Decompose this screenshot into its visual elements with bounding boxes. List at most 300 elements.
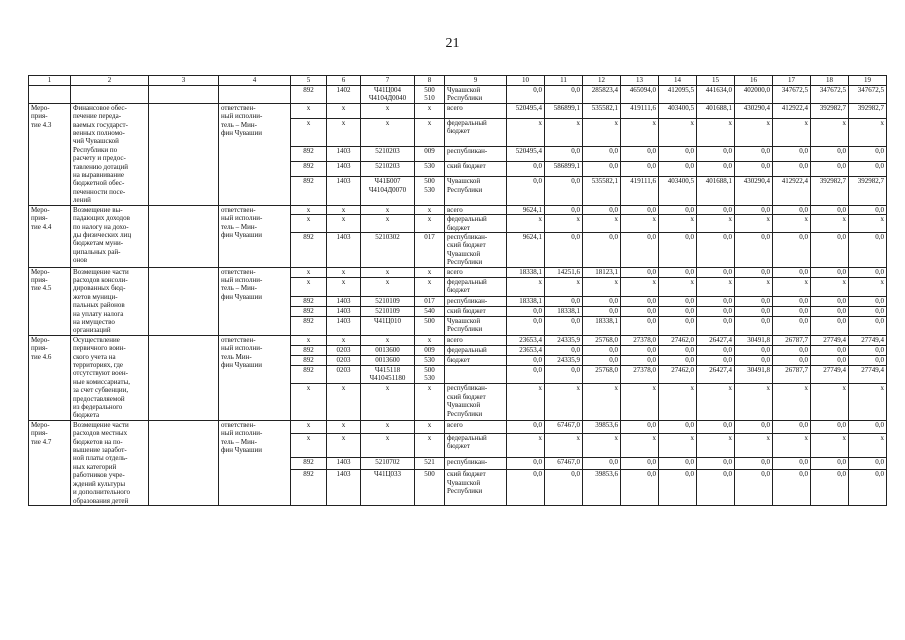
header-cell: 3 <box>149 76 219 86</box>
amount-cell: 0,0 <box>659 306 697 316</box>
amount-cell: 0,0 <box>811 306 849 316</box>
amount-cell: 347672,5 <box>773 86 811 104</box>
amount-cell: 0,0 <box>735 267 773 277</box>
source-cell: федеральный бюджет <box>445 215 507 233</box>
code-cell: х <box>361 420 415 433</box>
code-cell: 500 <box>415 316 445 335</box>
code-cell: х <box>327 205 361 214</box>
code-cell: 530 <box>415 162 445 177</box>
amount-cell: х <box>697 277 735 296</box>
code-cell: х <box>361 277 415 296</box>
amount-cell: 535582,1 <box>583 177 621 205</box>
amount-cell: х <box>659 118 697 146</box>
amount-cell: 0,0 <box>621 147 659 162</box>
amount-cell: 0,0 <box>849 147 887 162</box>
amount-cell: 0,0 <box>849 470 887 506</box>
header-cell: 7 <box>361 76 415 86</box>
amount-cell: х <box>545 384 583 421</box>
amount-cell: 18338,1 <box>507 267 545 277</box>
code-cell: х <box>291 118 327 146</box>
amount-cell: 0,0 <box>507 355 545 365</box>
header-cell: 5 <box>291 76 327 86</box>
col3-cell <box>149 86 219 104</box>
amount-cell: х <box>507 384 545 421</box>
code-cell: 1403 <box>327 306 361 316</box>
source-cell: всего <box>445 420 507 433</box>
source-cell: всего <box>445 267 507 277</box>
col4-cell <box>219 86 291 104</box>
amount-cell: 0,0 <box>773 232 811 267</box>
header-cell: 6 <box>327 76 361 86</box>
amount-cell: 18338,1 <box>583 316 621 335</box>
code-cell: х <box>327 335 361 345</box>
header-cell: 19 <box>849 76 887 86</box>
amount-cell: 18338,1 <box>545 306 583 316</box>
amount-cell: 0,0 <box>697 355 735 365</box>
amount-cell: х <box>659 384 697 421</box>
source-cell: федеральный <box>445 345 507 355</box>
amount-cell: 0,0 <box>621 316 659 335</box>
amount-cell: 0,0 <box>735 457 773 470</box>
code-cell: 0203 <box>327 365 361 384</box>
amount-cell: х <box>507 277 545 296</box>
amount-cell: 0,0 <box>849 205 887 214</box>
amount-cell: 0,0 <box>659 205 697 214</box>
source-cell <box>445 365 507 384</box>
amount-cell: 0,0 <box>545 296 583 306</box>
code-cell: 892 <box>291 306 327 316</box>
code-cell: 500 <box>415 470 445 506</box>
amount-cell: 0,0 <box>811 420 849 433</box>
page-number: 21 <box>445 36 460 51</box>
amount-cell: х <box>545 433 583 457</box>
amount-cell: х <box>773 433 811 457</box>
code-cell: 892 <box>291 296 327 306</box>
amount-cell: 0,0 <box>621 306 659 316</box>
amount-cell: 0,0 <box>697 296 735 306</box>
code-cell: 892 <box>291 232 327 267</box>
amount-cell: 0,0 <box>811 470 849 506</box>
amount-cell: х <box>697 433 735 457</box>
amount-cell: 0,0 <box>735 355 773 365</box>
amount-cell: х <box>773 118 811 146</box>
amount-cell: 586899,1 <box>545 103 583 118</box>
amount-cell: 23653,4 <box>507 345 545 355</box>
amount-cell: 27378,0 <box>621 365 659 384</box>
source-cell: всего <box>445 103 507 118</box>
amount-cell: 0,0 <box>659 232 697 267</box>
amount-cell: 0,0 <box>583 457 621 470</box>
amount-cell: 0,0 <box>507 177 545 205</box>
responsible-executor: ответствен- ный исполни- тель – Мин- фин Чувашии <box>219 103 291 205</box>
amount-cell: х <box>583 433 621 457</box>
code-cell: х <box>415 420 445 433</box>
amount-cell: 0,0 <box>849 162 887 177</box>
amount-cell: 0,0 <box>545 177 583 205</box>
code-cell: х <box>415 215 445 233</box>
code-cell: 1403 <box>327 296 361 306</box>
amount-cell: 0,0 <box>583 232 621 267</box>
amount-cell: 0,0 <box>659 162 697 177</box>
amount-cell: 26787,7 <box>773 335 811 345</box>
amount-cell: 0,0 <box>811 316 849 335</box>
code-cell: 892 <box>291 162 327 177</box>
amount-cell: 0,0 <box>849 355 887 365</box>
amount-cell: х <box>773 277 811 296</box>
measure-description: Осуществление первичного воин- ского учета на территориях, где отсутствуют воен- ные комиссариаты, за счет субвенции, предоставляемой из федерального бюджета <box>71 335 149 420</box>
amount-cell: 0,0 <box>773 205 811 214</box>
amount-cell: 0,0 <box>735 147 773 162</box>
header-cell: 14 <box>659 76 697 86</box>
amount-cell: 430290,4 <box>735 177 773 205</box>
code-cell: 1403 <box>327 316 361 335</box>
amount-cell: 0,0 <box>773 420 811 433</box>
amount-cell: 0,0 <box>811 147 849 162</box>
code-cell: х <box>361 205 415 214</box>
amount-cell: 0,0 <box>811 457 849 470</box>
amount-cell: 0,0 <box>659 147 697 162</box>
code-cell: 892 <box>291 457 327 470</box>
amount-cell: 25768,0 <box>583 335 621 345</box>
amount-cell: 14251,6 <box>545 267 583 277</box>
code-cell: 009 <box>415 147 445 162</box>
amount-cell: 465094,0 <box>621 86 659 104</box>
code-cell: 1403 <box>327 147 361 162</box>
amount-cell: х <box>583 118 621 146</box>
amount-cell: х <box>621 118 659 146</box>
amount-cell: 27749,4 <box>811 335 849 345</box>
measure-label: Меро- прия- тие 4.5 <box>29 267 71 335</box>
code-cell: 0203 <box>327 355 361 365</box>
amount-cell: 412922,4 <box>773 103 811 118</box>
amount-cell: 26427,4 <box>697 365 735 384</box>
code-cell: 892 <box>291 86 327 104</box>
code-cell: 892 <box>291 177 327 205</box>
amount-cell: 0,0 <box>697 147 735 162</box>
col1-cell <box>29 86 71 104</box>
table-row <box>29 420 887 433</box>
amount-cell: х <box>583 215 621 233</box>
code-cell: х <box>415 118 445 146</box>
code-cell: х <box>291 384 327 421</box>
amount-cell: 24335,9 <box>545 335 583 345</box>
amount-cell: х <box>507 215 545 233</box>
amount-cell: 401688,1 <box>697 103 735 118</box>
amount-cell: х <box>697 118 735 146</box>
amount-cell: 0,0 <box>659 470 697 506</box>
table-row <box>29 335 887 345</box>
amount-cell: х <box>621 277 659 296</box>
code-cell: 017 <box>415 296 445 306</box>
code-cell: 892 <box>291 470 327 506</box>
amount-cell: 0,0 <box>735 470 773 506</box>
code-cell: х <box>361 103 415 118</box>
amount-cell: 0,0 <box>697 267 735 277</box>
amount-cell: 0,0 <box>849 296 887 306</box>
amount-cell: х <box>697 384 735 421</box>
responsible-executor: ответствен- ный исполни- тель Мин- фин Чувашии <box>219 335 291 420</box>
source-cell: бюджет <box>445 355 507 365</box>
amount-cell: 27462,0 <box>659 335 697 345</box>
amount-cell: 67467,0 <box>545 420 583 433</box>
code-cell: 009 <box>415 345 445 355</box>
amount-cell: 0,0 <box>735 420 773 433</box>
amount-cell: 39853,6 <box>583 420 621 433</box>
amount-cell: 0,0 <box>697 232 735 267</box>
code-cell: х <box>291 420 327 433</box>
amount-cell: 0,0 <box>697 306 735 316</box>
table-row <box>29 267 887 277</box>
code-cell: 0013600 <box>361 345 415 355</box>
code-cell: Ч41Ц004 Ч4104Д0040 <box>361 86 415 104</box>
amount-cell: 0,0 <box>583 355 621 365</box>
source-cell: ский бюджет <box>445 162 507 177</box>
source-cell: республикан- ский бюджет Чувашской Республики <box>445 384 507 421</box>
code-cell: 521 <box>415 457 445 470</box>
measure-col3 <box>149 103 219 205</box>
source-cell: федеральный бюджет <box>445 118 507 146</box>
table-row <box>29 86 887 104</box>
amount-cell: х <box>773 215 811 233</box>
amount-cell: 0,0 <box>849 232 887 267</box>
header-cell: 11 <box>545 76 583 86</box>
code-cell: х <box>415 103 445 118</box>
measure-description: Возмещение части расходов местных бюджетов на по- вышение заработ- ной платы отдель- ных категорий работников учре- ждений культуры и дополнительного образования детей <box>71 420 149 505</box>
code-cell: 1403 <box>327 177 361 205</box>
budget-table <box>28 75 887 506</box>
amount-cell: х <box>849 433 887 457</box>
code-cell: х <box>291 335 327 345</box>
amount-cell: х <box>735 433 773 457</box>
amount-cell: 0,0 <box>507 162 545 177</box>
amount-cell: х <box>621 215 659 233</box>
source-cell: республикан- <box>445 457 507 470</box>
responsible-executor: ответствен- ный исполни- тель – Мин- фин Чувашии <box>219 205 291 267</box>
amount-cell: 0,0 <box>811 345 849 355</box>
header-cell: 1 <box>29 76 71 86</box>
source-cell: всего <box>445 335 507 345</box>
amount-cell: 403400,5 <box>659 177 697 205</box>
amount-cell: 0,0 <box>545 365 583 384</box>
amount-cell: 0,0 <box>507 316 545 335</box>
amount-cell: 0,0 <box>659 355 697 365</box>
amount-cell: х <box>545 118 583 146</box>
amount-cell: 0,0 <box>849 420 887 433</box>
amount-cell: 0,0 <box>583 345 621 355</box>
measure-description: Финансовое обес- печение переда- ваемых государст- венных полномо- чий Чувашской Республики по расчету и предос- тавлению дотаций на выравнивание бюджетной обес- печенности посе- лений <box>71 103 149 205</box>
amount-cell: 0,0 <box>621 162 659 177</box>
measure-description: Возмещение части расходов консоли- дированных бюд- жетов муници- пальных районов на уплату налога на имущество организаций <box>71 267 149 335</box>
amount-cell: 401688,1 <box>697 177 735 205</box>
code-cell: х <box>415 205 445 214</box>
amount-cell: 0,0 <box>507 306 545 316</box>
amount-cell: 27749,4 <box>849 335 887 345</box>
code-cell: х <box>327 103 361 118</box>
code-cell: х <box>361 267 415 277</box>
measure-description: Возмещение вы- падающих доходов по налогу на дохо- ды физических лиц бюджетам муни- ципальных рай- онов <box>71 205 149 267</box>
amount-cell: 0,0 <box>849 316 887 335</box>
responsible-executor: ответствен- ный исполни- тель – Мин- фин Чувашии <box>219 420 291 505</box>
amount-cell: 402000,0 <box>735 86 773 104</box>
amount-cell: 0,0 <box>697 470 735 506</box>
amount-cell: 0,0 <box>811 205 849 214</box>
amount-cell: 0,0 <box>849 306 887 316</box>
amount-cell: 26427,4 <box>697 335 735 345</box>
amount-cell: 0,0 <box>507 457 545 470</box>
code-cell: х <box>291 215 327 233</box>
amount-cell: х <box>849 384 887 421</box>
amount-cell: 0,0 <box>583 162 621 177</box>
amount-cell: 285823,4 <box>583 86 621 104</box>
header-cell: 9 <box>445 76 507 86</box>
amount-cell: 0,0 <box>659 316 697 335</box>
amount-cell: х <box>849 277 887 296</box>
code-cell: х <box>327 433 361 457</box>
amount-cell: 0,0 <box>735 316 773 335</box>
amount-cell: 0,0 <box>735 296 773 306</box>
amount-cell: 0,0 <box>811 355 849 365</box>
amount-cell: х <box>735 384 773 421</box>
code-cell: 1403 <box>327 232 361 267</box>
amount-cell: х <box>849 118 887 146</box>
amount-cell: 0,0 <box>697 316 735 335</box>
amount-cell: х <box>811 118 849 146</box>
header-cell: 17 <box>773 76 811 86</box>
amount-cell: 0,0 <box>545 232 583 267</box>
amount-cell: 0,0 <box>507 365 545 384</box>
code-cell: х <box>415 267 445 277</box>
code-cell: х <box>415 433 445 457</box>
amount-cell: 0,0 <box>659 345 697 355</box>
code-cell: 5210302 <box>361 232 415 267</box>
amount-cell: х <box>811 384 849 421</box>
amount-cell: 0,0 <box>773 316 811 335</box>
code-cell: х <box>361 118 415 146</box>
amount-cell: х <box>507 433 545 457</box>
amount-cell: 0,0 <box>583 306 621 316</box>
amount-cell: х <box>545 215 583 233</box>
code-cell: 5210702 <box>361 457 415 470</box>
amount-cell: 0,0 <box>545 86 583 104</box>
amount-cell: 24335,9 <box>545 355 583 365</box>
responsible-executor: ответствен- ный исполни- тель – Мин- фин Чувашии <box>219 267 291 335</box>
amount-cell: 0,0 <box>659 457 697 470</box>
code-cell: х <box>291 433 327 457</box>
amount-cell: 23653,4 <box>507 335 545 345</box>
measure-col3 <box>149 267 219 335</box>
measure-label: Меро- прия- тие 4.6 <box>29 335 71 420</box>
code-cell: х <box>361 335 415 345</box>
code-cell: 0013600 <box>361 355 415 365</box>
amount-cell: 0,0 <box>507 86 545 104</box>
source-cell: всего <box>445 205 507 214</box>
amount-cell: 0,0 <box>811 296 849 306</box>
code-cell: 1403 <box>327 457 361 470</box>
amount-cell: 0,0 <box>621 267 659 277</box>
header-cell: 12 <box>583 76 621 86</box>
amount-cell: 0,0 <box>735 232 773 267</box>
code-cell: 1403 <box>327 162 361 177</box>
amount-cell: 412922,4 <box>773 177 811 205</box>
amount-cell: 412095,5 <box>659 86 697 104</box>
code-cell: х <box>291 205 327 214</box>
measure-label: Меро- прия- тие 4.7 <box>29 420 71 505</box>
amount-cell: 392982,7 <box>811 177 849 205</box>
amount-cell: 0,0 <box>621 420 659 433</box>
amount-cell: 586899,1 <box>545 162 583 177</box>
source-cell: Чувашской Республики <box>445 316 507 335</box>
code-cell: 5210109 <box>361 306 415 316</box>
amount-cell: 0,0 <box>735 205 773 214</box>
amount-cell: 535582,1 <box>583 103 621 118</box>
code-cell: Ч41Б007 Ч4104Д0070 <box>361 177 415 205</box>
amount-cell: 27749,4 <box>849 365 887 384</box>
amount-cell: 392982,7 <box>811 103 849 118</box>
amount-cell: 347672,5 <box>811 86 849 104</box>
amount-cell: 27749,4 <box>811 365 849 384</box>
header-cell: 2 <box>71 76 149 86</box>
code-cell: х <box>291 277 327 296</box>
amount-cell: х <box>659 433 697 457</box>
amount-cell: 27378,0 <box>621 335 659 345</box>
amount-cell: 18338,1 <box>507 296 545 306</box>
amount-cell: 0,0 <box>507 470 545 506</box>
amount-cell: 0,0 <box>621 296 659 306</box>
amount-cell: 0,0 <box>773 345 811 355</box>
amount-cell: 0,0 <box>621 205 659 214</box>
source-cell: республикан- ский бюджет Чувашской Республики <box>445 232 507 267</box>
amount-cell: 0,0 <box>545 147 583 162</box>
amount-cell: 0,0 <box>583 205 621 214</box>
code-cell: Ч41Ц010 <box>361 316 415 335</box>
amount-cell: 0,0 <box>773 162 811 177</box>
header-cell: 18 <box>811 76 849 86</box>
code-cell: 5210203 <box>361 162 415 177</box>
measure-col3 <box>149 205 219 267</box>
code-cell: х <box>415 335 445 345</box>
amount-cell: 25768,0 <box>583 365 621 384</box>
measure-col3 <box>149 420 219 505</box>
code-cell: х <box>327 215 361 233</box>
amount-cell: 0,0 <box>507 420 545 433</box>
code-cell: х <box>415 277 445 296</box>
amount-cell: х <box>659 215 697 233</box>
measure-label: Меро- прия- тие 4.3 <box>29 103 71 205</box>
amount-cell: 441634,0 <box>697 86 735 104</box>
code-cell: 892 <box>291 345 327 355</box>
amount-cell: 0,0 <box>849 457 887 470</box>
amount-cell: х <box>735 215 773 233</box>
amount-cell: х <box>849 215 887 233</box>
amount-cell: 0,0 <box>773 470 811 506</box>
amount-cell: 0,0 <box>583 296 621 306</box>
amount-cell: х <box>735 277 773 296</box>
amount-cell: 0,0 <box>849 345 887 355</box>
amount-cell: 0,0 <box>545 316 583 335</box>
amount-cell: х <box>621 384 659 421</box>
code-cell: х <box>327 420 361 433</box>
amount-cell: 0,0 <box>545 470 583 506</box>
code-cell: 5210203 <box>361 147 415 162</box>
code-cell: Ч415118 Ч410451180 <box>361 365 415 384</box>
code-cell: 540 <box>415 306 445 316</box>
amount-cell: х <box>811 433 849 457</box>
amount-cell: 347672,5 <box>849 86 887 104</box>
code-cell: 5210109 <box>361 296 415 306</box>
amount-cell: 0,0 <box>621 355 659 365</box>
amount-cell: 0,0 <box>697 457 735 470</box>
source-cell: Чувашской Республики <box>445 86 507 104</box>
